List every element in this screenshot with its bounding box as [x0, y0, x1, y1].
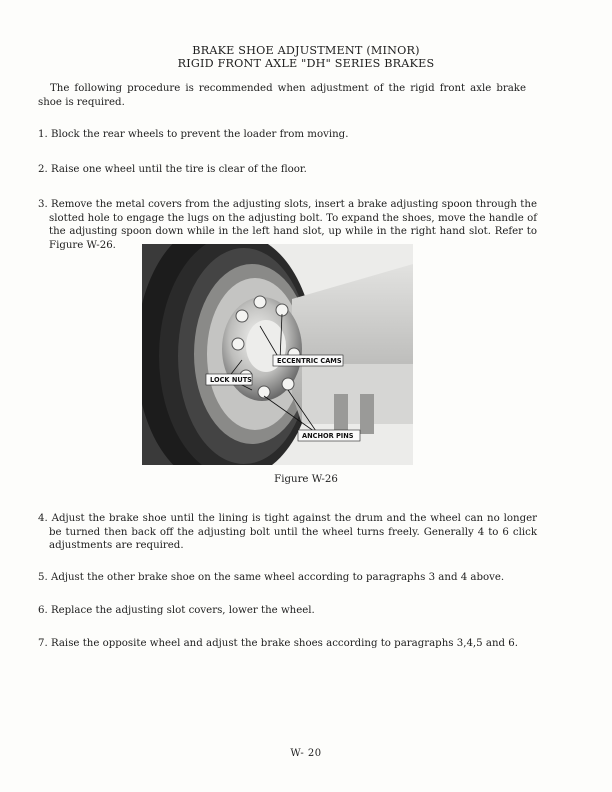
eccentric-cams-label — [273, 355, 343, 366]
step-3: 3. Remove the metal covers from the adjusting slots, insert a brake adjusting spoon through the slotted hole to engage the lugs on the adjusting bolt. To expand the shoes, move the handle of the adjusting spoon down while in the left hand slot, up while in the right hand slot. Refer to Figure W-26. — [38, 199, 537, 251]
lock-nuts-text: LOCK NUTS — [210, 376, 252, 384]
step-7: 7. Raise the opposite wheel and adjust the brake shoes according to paragraphs 3,4,5 and 6. — [38, 638, 519, 649]
step-6: 6. Replace the adjusting slot covers, lower the wheel. — [38, 605, 315, 616]
brake-assembly-illustration — [142, 244, 413, 465]
title-line-2: RIGID FRONT AXLE "DH" SERIES BRAKES — [177, 57, 435, 70]
eccentric-cams-text: ECCENTRIC CAMS — [277, 357, 342, 365]
figure-w26-photo — [142, 244, 413, 465]
anchor-pins-text: ANCHOR PINS — [302, 432, 354, 440]
intro-text: The following procedure is recommended when adjustment of the rigid front axle brake shoe is required. — [38, 83, 526, 108]
step-4: 4. Adjust the brake shoe until the lining is tight against the drum and the wheel can no longer be turned then back off the adjusting bolt until the wheel turns freely. Generally 4 to 6 click adjustments are required. — [38, 513, 537, 551]
page-title — [0, 44, 612, 70]
lock-nuts-label — [206, 374, 252, 385]
title-line-1: BRAKE SHOE ADJUSTMENT (MINOR) — [192, 44, 420, 57]
page-number: W- 20 — [290, 748, 322, 759]
step-2: 2. Raise one wheel until the tire is clear of the floor. — [38, 164, 307, 175]
intro-paragraph — [38, 82, 526, 109]
step-1: 1. Block the rear wheels to prevent the loader from moving. — [38, 129, 349, 140]
step-5: 5. Adjust the other brake shoe on the same wheel according to paragraphs 3 and 4 above. — [38, 572, 505, 583]
anchor-pins-label — [298, 430, 360, 441]
figure-caption: Figure W-26 — [274, 474, 338, 485]
